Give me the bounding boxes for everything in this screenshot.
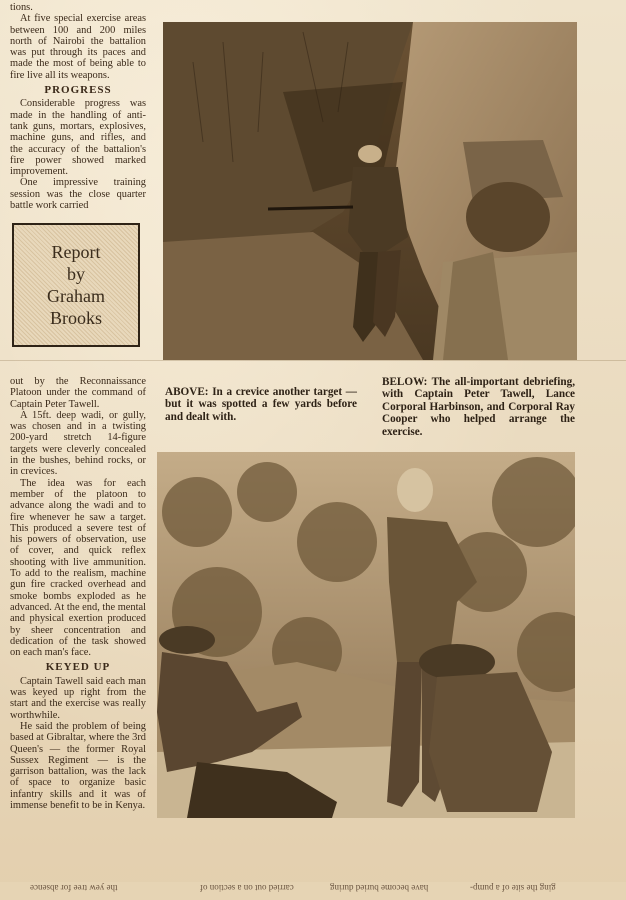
reverse-text-1: ging the site of a pump- [470,883,556,893]
left-column-bottom [10,376,146,811]
heading-progress: PROGRESS [44,84,112,97]
training-paragraph: One impressive training session was the close quarter battle work carried [10,177,146,212]
byline-last-name: Brooks [49,308,102,328]
fold-line [0,360,626,361]
byline-first-name: Graham [47,286,105,306]
byline-by: by [67,264,85,284]
reverse-text-3: carried out on a section of [200,883,294,893]
continuation-paragraph: out by the Reconnaissance Platoon under the command of Captain Peter Tawell. [10,376,146,410]
photo-debriefing [157,452,575,818]
gibraltar-paragraph: He said the problem of being based at Gibraltar, where the 3rd Queen's — the former Royal Sussex Regiment — is the garrison battalion, was the lack of space to organize basic infantry skills and it was of immense benefit to be in Kenya. [10,720,146,811]
text-fragment: tions. [10,2,33,13]
reverse-text-2: have become buried during [330,883,429,893]
byline-box [12,223,140,347]
intro-paragraph: At five special exercise areas between 100 and 200 miles north of Nairobi the battalion was put through its paces and made the most of being able to fire live all its weapons. [10,13,146,81]
caption-below: BELOW: The all-important debriefing, with Captain Peter Tawell, Lance Corporal Harbinson, and Corporal Ray Cooper who helped arrange the exercise. [382,376,575,438]
reverse-side-strip [0,882,626,900]
byline-report: Report [51,242,101,262]
progress-paragraph: Considerable progress was made in the handling of anti-tank guns, mortars, explosives, machine guns, and rifles, and the accuracy of the battalion's fire power showed marked improvement. [10,98,146,178]
caption-above: ABOVE: In a crevice another target — but it was spotted a few yards before and dealt with. [165,386,357,423]
heading-keyed-up: KEYED UP [45,661,111,674]
keyed-paragraph: Captain Tawell said each man was keyed up right from the start and the exercise was really worthwhile. [10,675,146,721]
reverse-text-4: the yew tree for absence [30,883,118,893]
photo-soldier-in-crevice [163,22,577,360]
debriefing-scene-image [157,452,575,818]
left-column-top [10,2,146,211]
crevice-scene-image [163,22,577,360]
idea-paragraph: The idea was for each member of the platoon to advance along the wadi and to fire whenever he saw a target. This produced a severe test of his powers of observation, use of cover, and quick reflex shooting with live ammunition. To add to the realism, machine gun fire cracked overhead and smoke bombs exploded as he advanced. At the end, the mental and physical exertion produced by sheer concentration and dedication of the task showed on each man's face. [10,477,146,659]
wadi-paragraph: A 15ft. deep wadi, or gully, was chosen and in a twisting 200-yard stretch 14-figure targets were cleverly concealed in the bushes, behind rocks, or in crevices. [10,409,146,478]
